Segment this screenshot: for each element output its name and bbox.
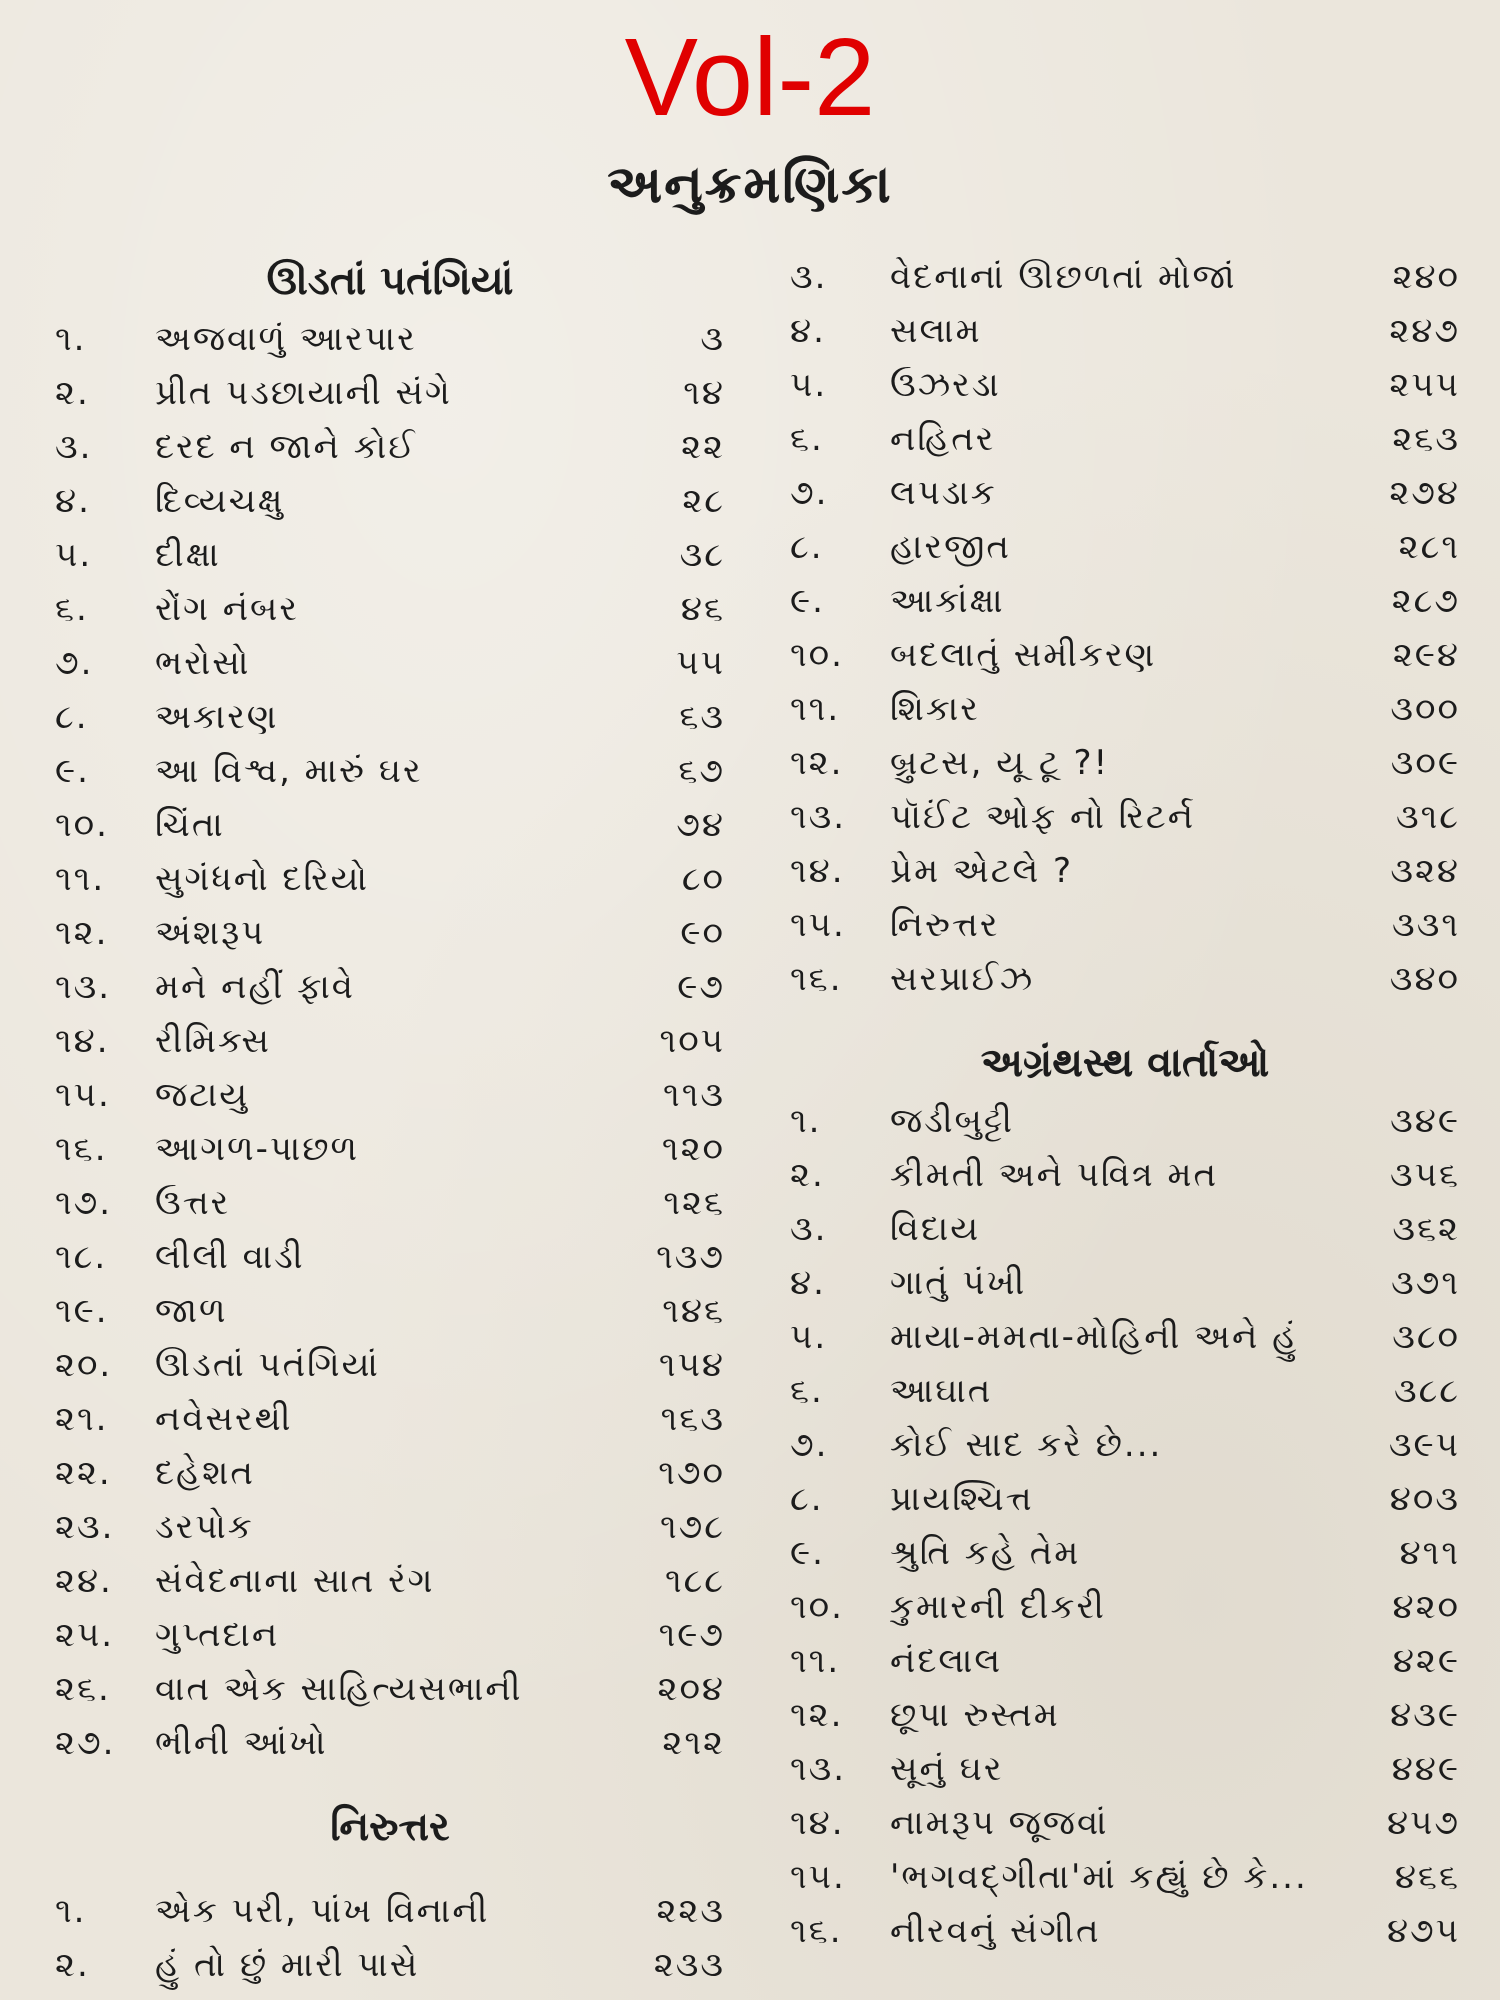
toc-entry bbox=[55, 1554, 725, 1608]
toc-entry bbox=[55, 528, 725, 582]
entry-title: માયા-મમતા-મોહિની અને હું bbox=[890, 1317, 1299, 1357]
toc-list bbox=[55, 1884, 725, 1992]
toc-entry bbox=[790, 1202, 1460, 1256]
toc-entry bbox=[790, 466, 1460, 520]
entry-page: ૩૨૪ bbox=[1390, 851, 1460, 891]
entry-number: ૧૩. bbox=[55, 967, 112, 1007]
entry-number: ૪. bbox=[55, 481, 91, 521]
toc-entry bbox=[55, 1884, 725, 1938]
entry-number: ૧૬. bbox=[790, 959, 843, 999]
entry-title: આકાંક્ષા bbox=[890, 581, 1005, 621]
entry-number: ૧૫. bbox=[55, 1075, 111, 1115]
toc-entry bbox=[55, 1662, 725, 1716]
entry-number: ૬. bbox=[55, 589, 89, 629]
entry-number: ૭. bbox=[790, 473, 829, 513]
entry-page: ૩ bbox=[700, 319, 725, 359]
entry-title: નવેસરથી bbox=[155, 1399, 293, 1439]
entry-page: ૬૭ bbox=[678, 751, 725, 791]
entry-page: ૨૯૪ bbox=[1392, 635, 1460, 675]
entry-title: રીમિક્સ bbox=[155, 1021, 271, 1061]
toc-list bbox=[55, 312, 725, 1770]
entry-page: ૨૬૩ bbox=[1392, 419, 1460, 459]
entry-title: નિરુત્તર bbox=[890, 905, 1000, 945]
toc-entry bbox=[55, 1122, 725, 1176]
entry-page: ૧૭૦ bbox=[658, 1453, 725, 1493]
toc-entry bbox=[55, 960, 725, 1014]
entry-title: ઊડતાં પતંગિયાં bbox=[155, 1345, 380, 1385]
toc-entry bbox=[55, 636, 725, 690]
entry-page: ૩૭૧ bbox=[1391, 1263, 1460, 1303]
entry-page: ૧૨૦ bbox=[661, 1129, 725, 1169]
entry-page: ૨૮૧ bbox=[1398, 527, 1460, 567]
toc-entry bbox=[55, 906, 725, 960]
toc-entry bbox=[790, 250, 1460, 304]
entry-title: બ્રુટસ, યૂ ટૂ ?! bbox=[890, 743, 1110, 783]
entry-title: ગુપ્તદાન bbox=[155, 1615, 280, 1655]
entry-number: ૧. bbox=[55, 319, 87, 359]
entry-title: પ્રેમ એટલે ? bbox=[890, 851, 1074, 891]
entry-page: ૨૮૭ bbox=[1391, 581, 1460, 621]
toc-entry bbox=[55, 852, 725, 906]
toc-entry bbox=[55, 1500, 725, 1554]
toc-entry bbox=[55, 582, 725, 636]
entry-title: વાત એક સાહિત્યસભાની bbox=[155, 1669, 523, 1709]
entry-number: ૨. bbox=[55, 1945, 90, 1985]
toc-entry bbox=[790, 952, 1460, 1006]
entry-page: ૪૪૯ bbox=[1391, 1749, 1460, 1789]
entry-page: ૧૩૭ bbox=[656, 1237, 725, 1277]
entry-page: ૨૧૨ bbox=[662, 1723, 725, 1763]
entry-number: ૨૦. bbox=[55, 1345, 113, 1385]
entry-title: વિદાય bbox=[890, 1209, 981, 1249]
toc-entry bbox=[55, 1938, 725, 1992]
entry-page: ૩૦૦ bbox=[1390, 689, 1460, 729]
toc-entry bbox=[790, 574, 1460, 628]
entry-title: શ્રુતિ કહે તેમ bbox=[890, 1533, 1081, 1573]
entry-page: ૩૩૧ bbox=[1392, 905, 1460, 945]
entry-page: ૩૮૮ bbox=[1393, 1371, 1460, 1411]
entry-page: ૧૮૮ bbox=[664, 1561, 725, 1601]
toc-entry bbox=[790, 1742, 1460, 1796]
entry-title: આઘાત bbox=[890, 1371, 993, 1411]
entry-page: ૮૦ bbox=[681, 859, 725, 899]
entry-title: દીક્ષા bbox=[155, 535, 221, 575]
toc-entry bbox=[55, 312, 725, 366]
entry-page: ૩૫૬ bbox=[1389, 1155, 1460, 1195]
toc-entry bbox=[790, 736, 1460, 790]
toc-entry bbox=[790, 844, 1460, 898]
entry-page: ૧૫૪ bbox=[658, 1345, 725, 1385]
entry-number: ૨. bbox=[55, 373, 90, 413]
entry-title: જટાયુ bbox=[155, 1075, 250, 1115]
entry-page: ૩૪૯ bbox=[1390, 1101, 1460, 1141]
toc-entry bbox=[790, 1472, 1460, 1526]
entry-title: નંદલાલ bbox=[890, 1641, 1003, 1681]
entry-page: ૨૩૩ bbox=[653, 1945, 725, 1985]
spacer bbox=[55, 1858, 725, 1884]
entry-title: 'ભગવદ્ગીતા'માં કહ્યું છે કે... bbox=[890, 1857, 1308, 1897]
entry-title: શિકાર bbox=[890, 689, 980, 729]
entry-title: દરદ ન જાને કોઈ bbox=[155, 427, 417, 467]
toc-entry bbox=[55, 1608, 725, 1662]
entry-number: ૯. bbox=[790, 581, 825, 621]
toc-entry bbox=[55, 420, 725, 474]
toc-entry bbox=[790, 1904, 1460, 1958]
entry-title: કુમારની દીકરી bbox=[890, 1587, 1106, 1627]
entry-title: કોઈ સાદ કરે છે... bbox=[890, 1425, 1163, 1465]
entry-number: ૯. bbox=[55, 751, 90, 791]
entry-title: સલામ bbox=[890, 311, 982, 351]
entry-number: ૧૭. bbox=[55, 1183, 113, 1223]
entry-number: ૨૫. bbox=[55, 1615, 115, 1655]
toc-entry bbox=[55, 744, 725, 798]
entry-title: દહેશત bbox=[155, 1453, 255, 1493]
entry-page: ૩૪૦ bbox=[1389, 959, 1460, 999]
entry-page: ૩૦૯ bbox=[1390, 743, 1460, 783]
entry-title: લપડાક bbox=[890, 473, 997, 513]
entry-page: ૪૦૩ bbox=[1389, 1479, 1460, 1519]
section-heading: અગ્રંથસ્થ વાર્તાઓ bbox=[980, 1040, 1270, 1086]
toc-list bbox=[790, 1094, 1460, 1958]
entry-number: ૧૫. bbox=[790, 905, 846, 945]
entry-number: ૨. bbox=[790, 1155, 825, 1195]
entry-title: જડીબુટ્ટી bbox=[890, 1101, 1015, 1141]
entry-title: ભીની આંખો bbox=[155, 1723, 328, 1763]
entry-page: ૪૧૧ bbox=[1399, 1533, 1460, 1573]
entry-page: ૨૨૩ bbox=[656, 1891, 725, 1931]
entry-number: ૮. bbox=[790, 1479, 824, 1519]
entry-number: ૩. bbox=[55, 427, 93, 467]
entry-title: પ્રીત પડછાયાની સંગે bbox=[155, 373, 452, 413]
entry-title: લીલી વાડી bbox=[155, 1237, 305, 1277]
entry-page: ૧૪૬ bbox=[662, 1291, 725, 1331]
entry-number: ૨૧. bbox=[55, 1399, 109, 1439]
right-column bbox=[790, 250, 1460, 1958]
entry-title: જાળ bbox=[155, 1291, 228, 1331]
entry-number: ૧૬. bbox=[790, 1911, 843, 1951]
entry-number: ૧૯. bbox=[55, 1291, 109, 1331]
entry-number: ૭. bbox=[55, 643, 94, 683]
entry-number: ૮. bbox=[55, 697, 89, 737]
toc-entry bbox=[790, 790, 1460, 844]
entry-title: ચિંતા bbox=[155, 805, 225, 845]
entry-page: ૩૮ bbox=[679, 535, 725, 575]
toc-list bbox=[790, 250, 1460, 1006]
toc-entry bbox=[790, 304, 1460, 358]
entry-number: ૧૩. bbox=[790, 797, 847, 837]
toc-entry bbox=[790, 898, 1460, 952]
entry-page: ૩૯૫ bbox=[1388, 1425, 1460, 1465]
entry-page: ૩૧૮ bbox=[1395, 797, 1460, 837]
toc-entry bbox=[55, 366, 725, 420]
entry-title: ઉઝરડા bbox=[890, 365, 1001, 405]
entry-title: આગળ-પાછળ bbox=[155, 1129, 360, 1169]
entry-page: ૧૯૭ bbox=[658, 1615, 725, 1655]
toc-entry bbox=[790, 412, 1460, 466]
toc-entry bbox=[55, 798, 725, 852]
entry-number: ૭. bbox=[790, 1425, 829, 1465]
entry-title: આ વિશ્વ, મારું ઘર bbox=[155, 751, 423, 791]
toc-entry bbox=[790, 1796, 1460, 1850]
entry-number: ૧૩. bbox=[790, 1749, 847, 1789]
entry-number: ૩. bbox=[790, 257, 828, 297]
entry-number: ૧૦. bbox=[790, 635, 844, 675]
entry-title: અજવાળું આરપાર bbox=[155, 319, 417, 359]
entry-title: નામરૂપ જૂજવાં bbox=[890, 1803, 1109, 1843]
entry-number: ૧૫. bbox=[790, 1857, 846, 1897]
entry-page: ૧૨૬ bbox=[663, 1183, 725, 1223]
toc-entry bbox=[790, 520, 1460, 574]
entry-number: ૨૬. bbox=[55, 1669, 111, 1709]
toc-entry bbox=[55, 1014, 725, 1068]
entry-title: સરપ્રાઈઝ bbox=[890, 959, 1035, 999]
entry-number: ૧. bbox=[790, 1101, 822, 1141]
entry-title: પ્રાયશ્ચિત્ત bbox=[890, 1479, 1034, 1519]
entry-page: ૪૬૬ bbox=[1394, 1857, 1460, 1897]
entry-title: ડરપોક bbox=[155, 1507, 254, 1547]
entry-number: ૧૪. bbox=[55, 1021, 110, 1061]
volume-label: Vol-2 bbox=[624, 16, 876, 139]
toc-entry bbox=[55, 1446, 725, 1500]
entry-page: ૧૪ bbox=[683, 373, 725, 413]
entry-title: હારજીત bbox=[890, 527, 1011, 567]
entry-page: ૩૬૨ bbox=[1392, 1209, 1460, 1249]
toc-entry bbox=[790, 1850, 1460, 1904]
entry-title: નહિતર bbox=[890, 419, 996, 459]
entry-number: ૩. bbox=[790, 1209, 828, 1249]
entry-number: ૧૧. bbox=[55, 859, 106, 899]
toc-entry bbox=[790, 1364, 1460, 1418]
entry-number: ૬. bbox=[790, 419, 824, 459]
entry-page: ૪૫૭ bbox=[1386, 1803, 1460, 1843]
entry-title: અંશરૂપ bbox=[155, 913, 266, 953]
entry-title: દિવ્યચક્ષુ bbox=[155, 481, 285, 521]
toc-entry bbox=[790, 1688, 1460, 1742]
entry-number: ૨૪. bbox=[55, 1561, 113, 1601]
entry-title: નીરવનું સંગીત bbox=[890, 1911, 1101, 1951]
entry-page: ૪૬ bbox=[680, 589, 725, 629]
entry-number: ૧૬. bbox=[55, 1129, 108, 1169]
entry-title: પૉઈંટ ઓફ નો રિટર્ન bbox=[890, 797, 1196, 837]
entry-title: એક પરી, પાંખ વિનાની bbox=[155, 1891, 490, 1931]
toc-entry bbox=[55, 1230, 725, 1284]
entry-page: ૩૮૦ bbox=[1392, 1317, 1460, 1357]
toc-entry bbox=[790, 682, 1460, 736]
toc-entry bbox=[790, 1580, 1460, 1634]
entry-page: ૯૦ bbox=[680, 913, 725, 953]
toc-entry bbox=[790, 1256, 1460, 1310]
entry-number: ૧૮. bbox=[55, 1237, 108, 1277]
entry-number: ૯. bbox=[790, 1533, 825, 1573]
section-heading: ઊડતાં પતંગિયાં bbox=[266, 258, 514, 304]
section-heading: નિરુત્તર bbox=[330, 1804, 450, 1850]
toc-entry bbox=[55, 1284, 725, 1338]
entry-title: મને નહીં ફાવે bbox=[155, 967, 355, 1007]
entry-page: ૪૨૯ bbox=[1392, 1641, 1460, 1681]
entry-number: ૫. bbox=[55, 535, 93, 575]
toc-entry bbox=[55, 1716, 725, 1770]
entry-page: ૨૫૫ bbox=[1389, 365, 1460, 405]
entry-number: ૧૨. bbox=[790, 743, 844, 783]
toc-entry bbox=[790, 358, 1460, 412]
toc-entry bbox=[790, 1526, 1460, 1580]
entry-number: ૧૨. bbox=[55, 913, 109, 953]
spacer bbox=[55, 1770, 725, 1796]
entry-number: ૨૨. bbox=[55, 1453, 112, 1493]
entry-number: ૪. bbox=[790, 311, 826, 351]
toc-entry bbox=[790, 1148, 1460, 1202]
entry-number: ૬. bbox=[790, 1371, 824, 1411]
spacer bbox=[790, 1006, 1460, 1032]
entry-number: ૧૧. bbox=[790, 1641, 841, 1681]
entry-number: ૨૭. bbox=[55, 1723, 116, 1763]
entry-number: ૧૦. bbox=[55, 805, 109, 845]
entry-page: ૬૩ bbox=[679, 697, 725, 737]
entry-title: કીમતી અને પવિત્ર મત bbox=[890, 1155, 1219, 1195]
toc-entry bbox=[55, 690, 725, 744]
entry-number: ૨૩. bbox=[55, 1507, 115, 1547]
entry-number: ૧૨. bbox=[790, 1695, 844, 1735]
entry-page: ૨૦૪ bbox=[657, 1669, 725, 1709]
entry-page: ૨૪૦ bbox=[1392, 257, 1460, 297]
left-column bbox=[55, 250, 725, 1992]
entry-title: સૂનું ઘર bbox=[890, 1749, 1004, 1789]
entry-title: ગાતું પંખી bbox=[890, 1263, 1027, 1303]
entry-title: અકારણ bbox=[155, 697, 279, 737]
entry-title: બદલાતું સમીકરણ bbox=[890, 635, 1157, 675]
toc-entry bbox=[55, 1392, 725, 1446]
entry-title: સંવેદનાના સાત રંગ bbox=[155, 1561, 435, 1601]
entry-number: ૧૧. bbox=[790, 689, 841, 729]
entry-title: ઉત્તર bbox=[155, 1183, 231, 1223]
entry-page: ૪૨૦ bbox=[1392, 1587, 1460, 1627]
entry-number: ૧૪. bbox=[790, 1803, 845, 1843]
entry-page: ૧૬૩ bbox=[660, 1399, 725, 1439]
entry-page: ૪૭૫ bbox=[1386, 1911, 1460, 1951]
toc-entry bbox=[55, 1176, 725, 1230]
entry-number: ૧. bbox=[55, 1891, 87, 1931]
entry-page: ૨૭૪ bbox=[1389, 473, 1460, 513]
entry-page: ૨૪૭ bbox=[1389, 311, 1460, 351]
entry-page: ૧૦૫ bbox=[659, 1021, 725, 1061]
toc-entry bbox=[790, 1310, 1460, 1364]
entry-number: ૫. bbox=[790, 365, 828, 405]
entry-title: રોંગ નંબર bbox=[155, 589, 299, 629]
entry-page: ૨૮ bbox=[682, 481, 725, 521]
entry-title: વેદનાનાં ઊછળતાં મોજાં bbox=[890, 257, 1237, 297]
page-title: અનુક્રમણિકા bbox=[607, 155, 893, 215]
entry-page: ૨૨ bbox=[681, 427, 725, 467]
entry-page: ૧૧૩ bbox=[663, 1075, 725, 1115]
toc-entry bbox=[55, 474, 725, 528]
entry-title: હું તો છું મારી પાસે bbox=[155, 1945, 420, 1985]
toc-entry bbox=[55, 1068, 725, 1122]
entry-page: ૭૪ bbox=[676, 805, 725, 845]
toc-entry bbox=[790, 1634, 1460, 1688]
toc-entry bbox=[790, 1418, 1460, 1472]
entry-number: ૮. bbox=[790, 527, 824, 567]
entry-number: ૧૦. bbox=[790, 1587, 844, 1627]
entry-number: ૪. bbox=[790, 1263, 826, 1303]
entry-number: ૫. bbox=[790, 1317, 828, 1357]
entry-title: છૂપા રુસ્તમ bbox=[890, 1695, 1060, 1735]
toc-entry bbox=[790, 1094, 1460, 1148]
entry-number: ૧૪. bbox=[790, 851, 845, 891]
toc-entry bbox=[55, 1338, 725, 1392]
entry-title: ભરોસો bbox=[155, 643, 251, 683]
entry-page: ૧૭૮ bbox=[660, 1507, 725, 1547]
toc-entry bbox=[790, 628, 1460, 682]
entry-title: સુગંધનો દરિયો bbox=[155, 859, 370, 899]
entry-page: ૫૫ bbox=[676, 643, 725, 683]
entry-page: ૪૩૯ bbox=[1390, 1695, 1460, 1735]
entry-page: ૯૭ bbox=[677, 967, 725, 1007]
